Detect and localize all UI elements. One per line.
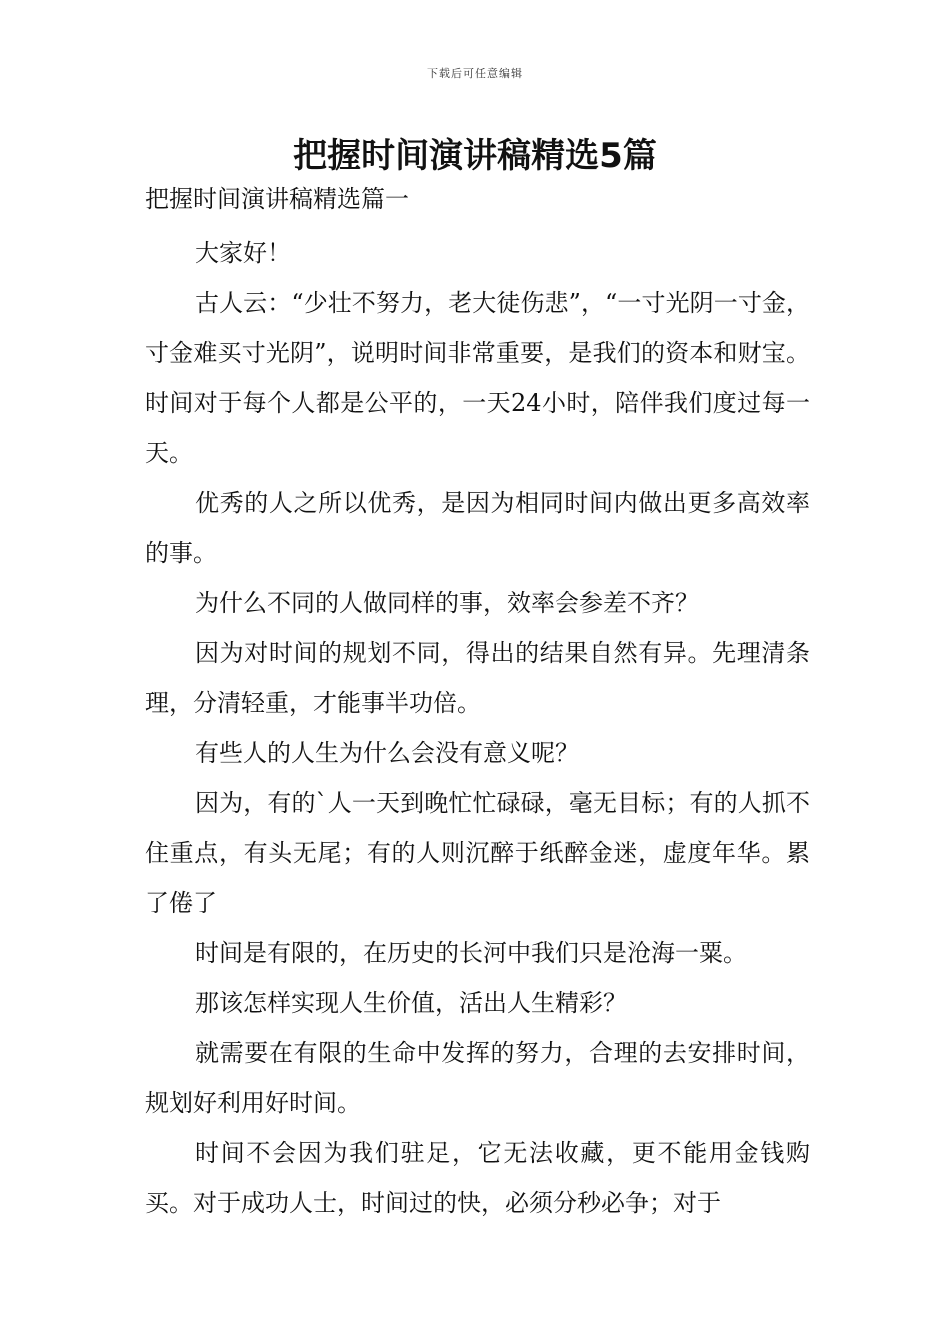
document-title: 把握时间演讲稿精选5篇	[293, 136, 657, 176]
document-body	[145, 178, 810, 1228]
paragraph: 为什么不同的人做同样的事，效率会参差不齐？	[195, 589, 699, 617]
paragraph: 时间是有限的，在历史的长河中我们只是沧海一粟。	[195, 939, 747, 967]
paragraph: 因为，有的`人一天到晚忙忙碌碌，毫无目标；有的人抓不住重点，有头无尾；有的人则沉醉于纸醉金迷，虚度年华。累了倦了	[145, 789, 810, 917]
paragraph: 就需要在有限的生命中发挥的努力，合理的去安排时间，规划好利用好时间。	[145, 1039, 810, 1117]
paragraph: 那该怎样实现人生价值，活出人生精彩？	[195, 989, 627, 1017]
paragraph: 因为对时间的规划不同，得出的结果自然有异。先理清条理，分清轻重，才能事半功倍。	[145, 639, 810, 717]
paragraph-greeting: 大家好！	[195, 239, 291, 267]
header-note: 下载后可任意编辑	[427, 67, 523, 80]
paragraph: 古人云：“少壮不努力，老大徒伤悲”，“一寸光阴一寸金，寸金难买寸光阴”，说明时间非常重要，是我们的资本和财宝。时间对于每个人都是公平的，一天24小时，陪伴我们度过每一天。	[145, 289, 810, 467]
paragraph: 优秀的人之所以优秀，是因为相同时间内做出更多高效率的事。	[145, 489, 810, 567]
paragraph: 时间不会因为我们驻足，它无法收藏，更不能用金钱购买。对于成功人士，时间过的快，必须分秒必争；对于	[145, 1139, 810, 1217]
paragraph: 有些人的人生为什么会没有意义呢？	[195, 739, 579, 767]
section-heading: 把握时间演讲稿精选篇一	[145, 185, 409, 213]
